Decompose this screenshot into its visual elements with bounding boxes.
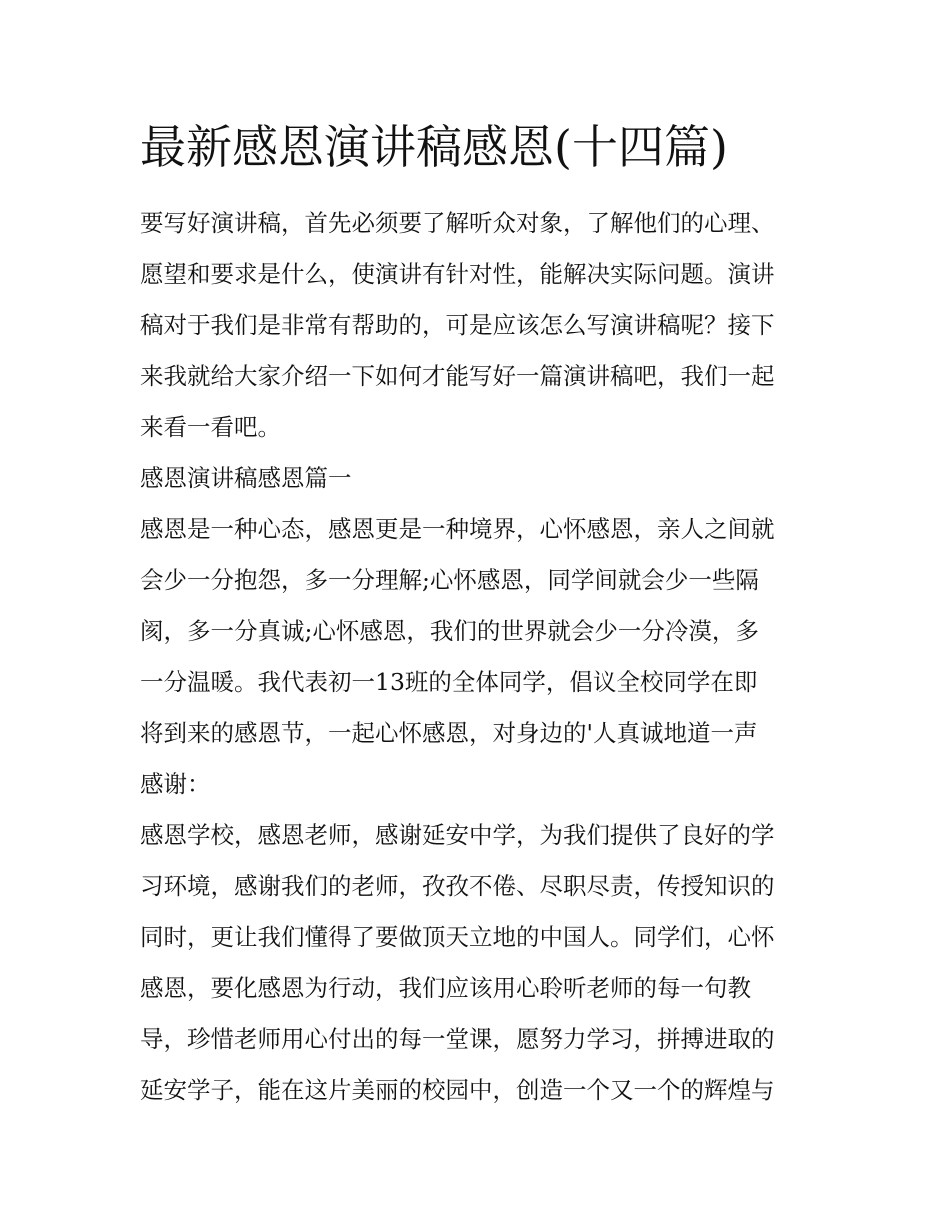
text-line: 感谢： <box>140 770 211 798</box>
text-line: 愿望和要求是什么，使演讲有针对性，能解决实际问题。演讲 <box>140 260 775 288</box>
section-heading: 感恩演讲稿感恩篇一 <box>140 464 352 492</box>
text-line: 来我就给大家介绍一下如何才能写好一篇演讲稿吧，我们一起 <box>140 362 775 390</box>
text-line: 会少一分抱怨，多一分理解;心怀感恩，同学间就会少一些隔 <box>140 566 759 594</box>
text-line: 感恩，要化感恩为行动，我们应该用心聆听老师的每一句教 <box>140 974 751 1002</box>
text-line: 要写好演讲稿，首先必须要了解听众对象，了解他们的心理、 <box>140 209 775 237</box>
text-line: 将到来的感恩节，一起心怀感恩，对身边的'人真诚地道一声 <box>140 719 758 747</box>
text-line: 来看一看吧。 <box>140 413 281 441</box>
document-body <box>140 198 812 1116</box>
text-line: 导，珍惜老师用心付出的每一堂课，愿努力学习，拼搏进取的 <box>140 1025 775 1053</box>
text-line: 感恩是一种心态，感恩更是一种境界，心怀感恩，亲人之间就 <box>140 515 775 543</box>
document-title: 最新感恩演讲稿感恩(十四篇) <box>140 120 728 174</box>
text-line: 同时，更让我们懂得了要做顶天立地的中国人。同学们，心怀 <box>140 923 775 951</box>
text-line: 稿对于我们是非常有帮助的，可是应该怎么写演讲稿呢？接下 <box>140 311 775 339</box>
text-line: 阂，多一分真诚;心怀感恩，我们的世界就会少一分冷漠，多 <box>140 617 759 645</box>
text-line: 一分温暖。我代表初一13班的全体同学，倡议全校同学在即 <box>140 668 758 696</box>
text-line: 延安学子，能在这片美丽的校园中，创造一个又一个的辉煌与 <box>140 1076 775 1104</box>
text-line: 习环境，感谢我们的老师，孜孜不倦、尽职尽责，传授知识的 <box>140 872 775 900</box>
text-line: 感恩学校，感恩老师，感谢延安中学，为我们提供了良好的学 <box>140 821 775 849</box>
